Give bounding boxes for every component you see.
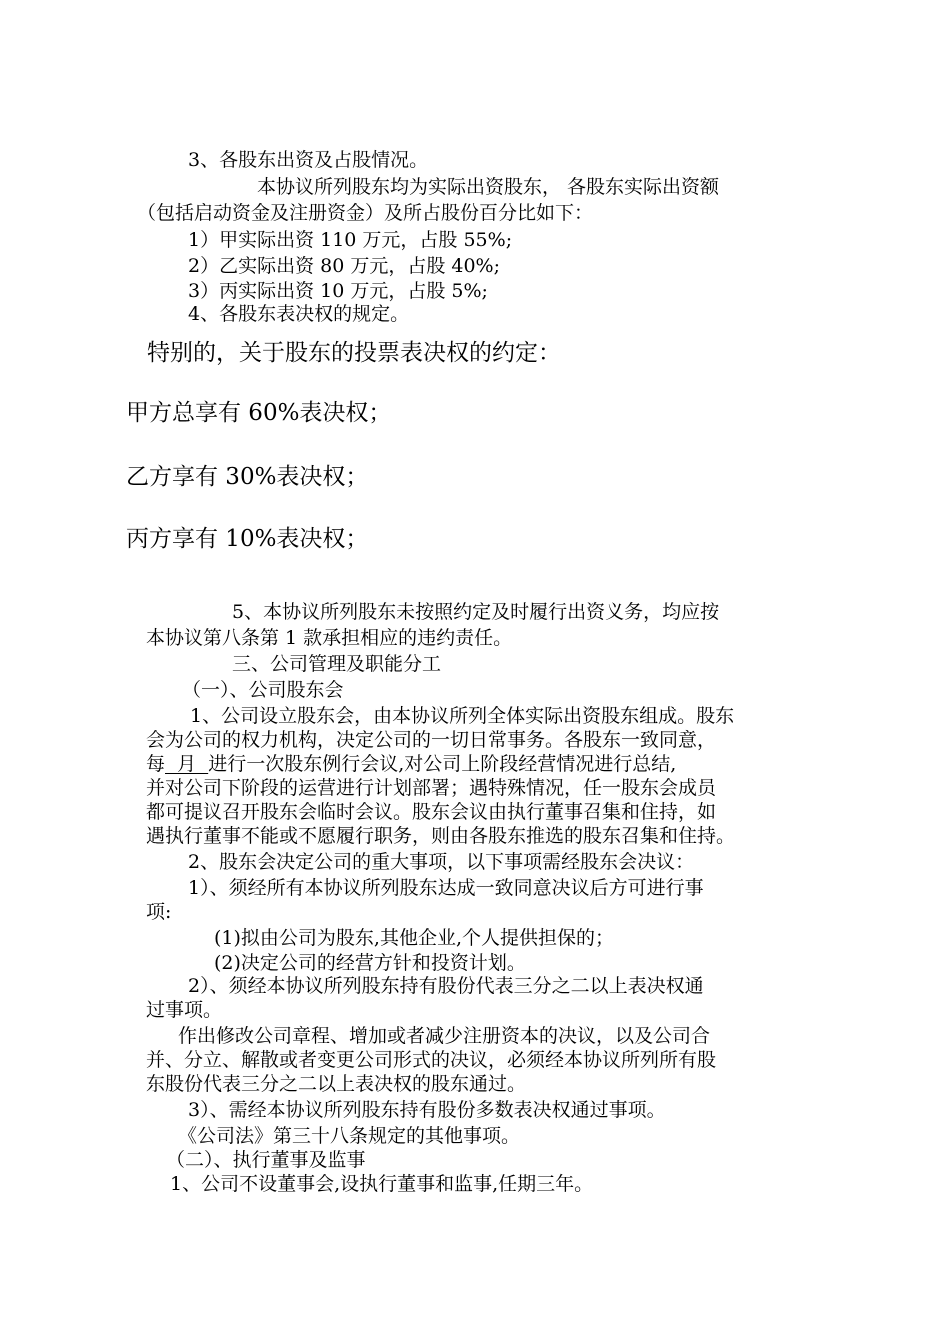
section5-line1: 5、本协议所列股东未按照约定及时履行出资义务，均应按 (232, 601, 720, 623)
p1-line5: 都可提议召开股东会临时会议。股东会议由执行董事召集和住持，如 (146, 801, 717, 823)
p2-5: 《公司法》第三十八条规定的其他事项。 (178, 1125, 521, 1147)
p2-3-line2: 并、分立、解散或者变更公司形式的决议，必须经本协议所列所有股 (146, 1049, 717, 1071)
section4-heading: 4、各股东表决权的规定。 (188, 303, 410, 325)
p1-line3 (146, 752, 676, 776)
share-item-1: 1）甲实际出资 110 万元，占股 55%; (188, 229, 513, 251)
p2-heading: 2、股东会决定公司的重大事项，以下事项需经股东会决议： (188, 851, 695, 873)
sub2-p1: 1、公司不设董事会,设执行董事和监事,任期三年。 (170, 1173, 594, 1195)
p1-line3-prefix: 每 (146, 753, 166, 775)
section5-line2: 本协议第八条第 1 款承担相应的违约责任。 (146, 627, 513, 649)
p2-1-item-a: (1)拟由公司为股东,其他企业,个人提供担保的； (214, 927, 614, 949)
chapter3-title: 三、公司管理及职能分工 (232, 653, 442, 675)
section3-intro-line1: 本协议所列股东均为实际出资股东， 各股东实际出资额 (257, 176, 720, 198)
subsection-executive-director: （二）、执行董事及监事 (166, 1149, 366, 1171)
p2-4: 3）、需经本协议所列股东持有股份多数表决权通过事项。 (188, 1099, 666, 1121)
p2-3-line1: 作出修改公司章程、增加或者减少注册资本的决议，以及公司合 (178, 1025, 711, 1047)
share-item-2: 2）乙实际出资 80 万元，占股 40%; (188, 255, 501, 277)
voting-special-heading: 特别的，关于股东的投票表决权的约定： (147, 340, 561, 366)
p2-1-line1: 1）、须经所有本协议所列股东达成一致同意决议后方可进行事 (188, 877, 704, 899)
subsection-shareholders-meeting: （一）、公司股东会 (182, 679, 344, 701)
share-item-3: 3）丙实际出资 10 万元，占股 5%; (188, 280, 488, 302)
month-blank: 月 (165, 753, 209, 775)
p1-line6: 遇执行董事不能或不愿履行职务，则由各股东推选的股东召集和住持。 (146, 825, 736, 847)
p1-line2: 会为公司的权力机构，决定公司的一切日常事务。各股东一致同意， (146, 729, 717, 751)
p2-2-line2: 过事项。 (146, 999, 223, 1021)
p2-1-item-b: (2)决定公司的经营方针和投资计划。 (214, 952, 526, 974)
p2-3-line3: 东股份代表三分之二以上表决权的股东通过。 (146, 1073, 527, 1095)
vote-party-b: 乙方享有 30%表决权； (126, 464, 369, 490)
section3-heading: 3、各股东出资及占股情况。 (188, 149, 429, 171)
p2-2-line1: 2）、须经本协议所列股东持有股份代表三分之二以上表决权通 (188, 975, 704, 997)
p1-line4: 并对公司下阶段的运营进行计划部署；遇特殊情况，任一股东会成员 (146, 777, 717, 799)
section3-intro-line2: （包括启动资金及注册资金）及所占股份百分比如下： (137, 202, 594, 224)
vote-party-c: 丙方享有 10%表决权； (126, 526, 369, 552)
p1-line3-suffix: 进行一次股东例行会议,对公司上阶段经营情况进行总结, (208, 753, 677, 775)
vote-party-a: 甲方总享有 60%表决权； (126, 400, 392, 426)
p2-1-line2: 项: (146, 901, 172, 923)
p1-line1: 1、公司设立股东会，由本协议所列全体实际出资股东组成。股东 (190, 705, 735, 727)
